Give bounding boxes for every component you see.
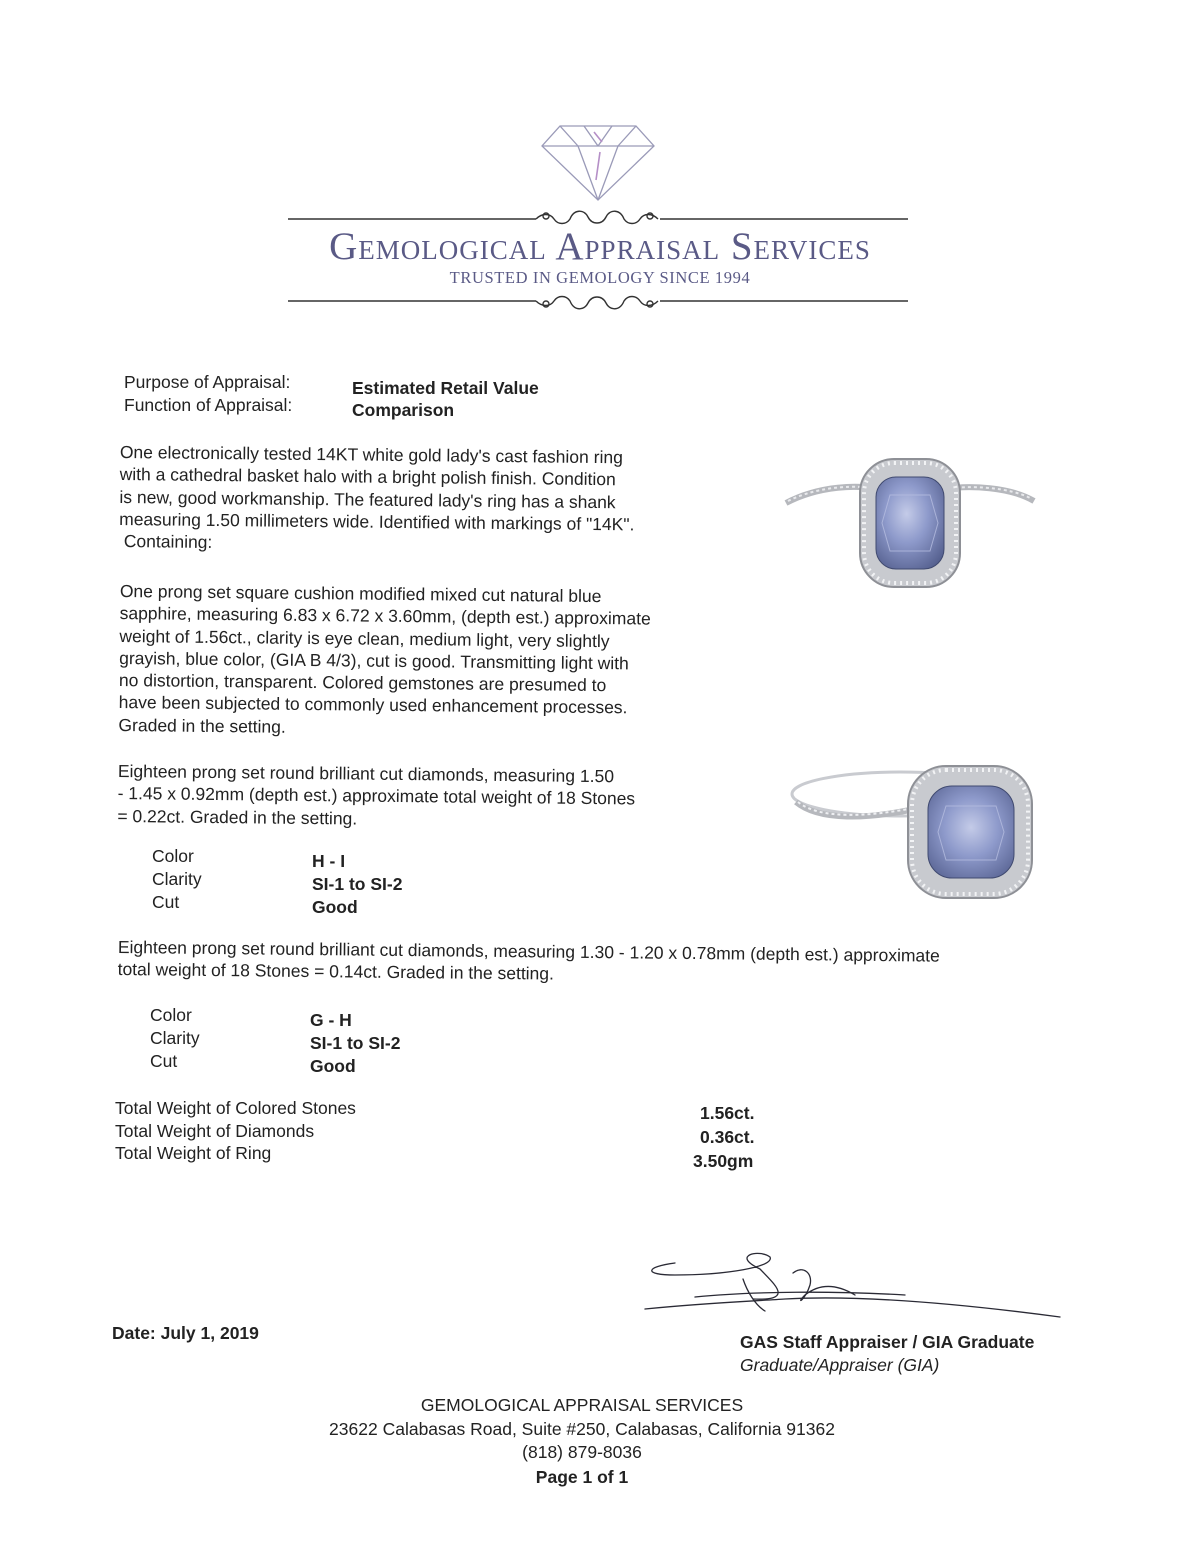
text-line: grayish, blue color, (GIA B 4/3), cut is good. Transmitting light with bbox=[119, 647, 629, 674]
text-line: sapphire, measuring 6.83 x 6.72 x 3.60mm, (depth est.) approximate bbox=[119, 603, 651, 629]
text-line: = 0.22ct. Graded in the setting. bbox=[117, 805, 358, 829]
total-diamonds-value: 0.36ct. bbox=[700, 1127, 755, 1147]
text-line: measuring 1.50 millimeters wide. Identified with markings of "14K". bbox=[119, 508, 635, 535]
total-colored-value: 1.56ct. bbox=[700, 1103, 755, 1123]
grading-value: Good bbox=[310, 1056, 356, 1076]
text-line: One prong set square cushion modified mixed cut natural blue bbox=[119, 580, 602, 607]
diamonds-description-1 bbox=[117, 760, 738, 833]
function-label: Function of Appraisal: bbox=[124, 395, 293, 415]
text-line: weight of 1.56ct., clarity is eye clean, medium light, very slightly bbox=[119, 625, 610, 651]
total-ring-label: Total Weight of Ring bbox=[115, 1143, 272, 1163]
text-line: have been subjected to commonly used enhancement processes. bbox=[118, 692, 628, 718]
appraiser-title: GAS Staff Appraiser / GIA Graduate bbox=[740, 1332, 1035, 1352]
signature-image bbox=[635, 1245, 1065, 1335]
ring-photo-front bbox=[780, 455, 1040, 595]
text-line: Eighteen prong set round brilliant cut diamonds, measuring 1.30 - 1.20 x 0.78mm (depth est.) approximate bbox=[117, 936, 940, 966]
footer-company: GEMOLOGICAL APPRAISAL SERVICES bbox=[420, 1395, 744, 1415]
grading-value: H - I bbox=[312, 851, 346, 871]
grading-value: G - H bbox=[310, 1010, 352, 1030]
text-line: is new, good workmanship. The featured lady's ring has a shank bbox=[119, 486, 616, 512]
grading-row-cut bbox=[152, 892, 358, 918]
grading-key: Color bbox=[150, 1005, 192, 1025]
text-line: One electronically tested 14KT white gold lady's cast fashion ring bbox=[119, 441, 623, 468]
text-line: no distortion, transparent. Colored gemstones are presumed to bbox=[118, 670, 607, 696]
logo-divider-bottom bbox=[288, 288, 908, 318]
grading-key: Cut bbox=[150, 1051, 178, 1071]
text-line: with a cathedral basket halo with a bright polish finish. Condition bbox=[119, 464, 616, 490]
footer-page-number: Page 1 of 1 bbox=[535, 1467, 629, 1487]
sapphire-description bbox=[118, 580, 740, 743]
text-line: Graded in the setting. bbox=[118, 714, 286, 737]
appraisal-date: Date: July 1, 2019 bbox=[112, 1323, 259, 1343]
ring-photo-angle bbox=[790, 752, 1040, 902]
grading-row-cut bbox=[150, 1051, 356, 1077]
grading-value: Good bbox=[312, 897, 358, 917]
grading-key: Clarity bbox=[152, 869, 202, 889]
text-line: total weight of 18 Stones = 0.14ct. Graded in the setting. bbox=[117, 959, 555, 984]
footer-address: 23622 Calabasas Road, Suite #250, Calabasas, California 91362 bbox=[329, 1419, 835, 1439]
grading-key: Cut bbox=[152, 892, 180, 912]
appraiser-subtitle: Graduate/Appraiser (GIA) bbox=[740, 1355, 940, 1375]
grading-key: Clarity bbox=[150, 1028, 200, 1048]
logo-tagline: TRUSTED IN GEMOLOGY SINCE 1994 bbox=[449, 268, 751, 287]
ring-description bbox=[119, 441, 740, 559]
footer-phone: (818) 879-8036 bbox=[522, 1442, 642, 1462]
grading-value: SI-1 to SI-2 bbox=[310, 1033, 401, 1053]
function-value: Comparison bbox=[352, 400, 455, 420]
purpose-label: Purpose of Appraisal: bbox=[124, 372, 291, 392]
grading-value: SI-1 to SI-2 bbox=[312, 874, 403, 894]
diamonds-description-2 bbox=[118, 936, 1078, 991]
text-line: Eighteen prong set round brilliant cut diamonds, measuring 1.50 bbox=[117, 760, 615, 787]
purpose-value: Estimated Retail Value bbox=[352, 378, 539, 398]
text-line: - 1.45 x 0.92mm (depth est.) approximate total weight of 18 Stones bbox=[117, 783, 636, 809]
logo-title: Gemological Appraisal Services bbox=[329, 225, 871, 268]
diamond-logo-icon bbox=[538, 122, 658, 202]
total-diamonds-label: Total Weight of Diamonds bbox=[115, 1121, 315, 1141]
total-colored-label: Total Weight of Colored Stones bbox=[115, 1098, 356, 1118]
total-ring-value: 3.50gm bbox=[693, 1151, 754, 1171]
text-line: Containing: bbox=[118, 531, 213, 553]
grading-key: Color bbox=[152, 846, 194, 866]
